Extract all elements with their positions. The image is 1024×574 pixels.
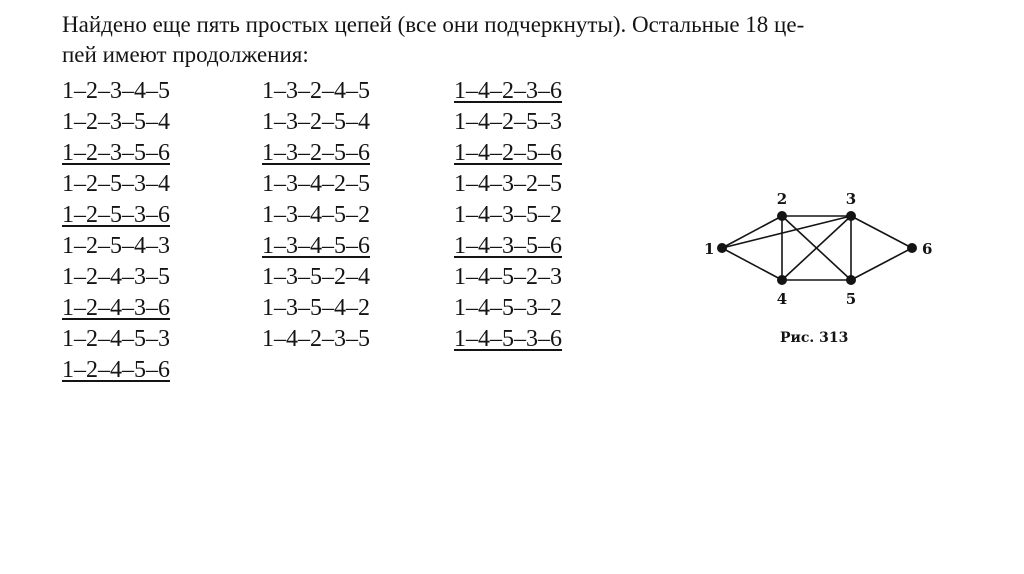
chain-item: 1–3–5–4–2 <box>262 295 370 321</box>
graph-node-label-5: 5 <box>845 290 857 308</box>
graph-node-label-3: 3 <box>845 190 857 208</box>
chain-item: 1–2–4–3–5 <box>62 264 170 290</box>
chain-item: 1–4–5–3–6 <box>454 326 562 352</box>
graph-node-1 <box>717 243 727 253</box>
graph-node-6 <box>907 243 917 253</box>
chain-item: 1–2–5–4–3 <box>62 233 170 259</box>
chain-item: 1–2–3–5–4 <box>62 109 170 135</box>
graph-edge-1-4 <box>722 248 782 280</box>
chain-item: 1–2–3–5–6 <box>62 140 170 166</box>
chain-item: 1–3–2–5–6 <box>262 140 370 166</box>
chain-item: 1–4–2–3–6 <box>454 78 562 104</box>
graph-figure <box>696 180 946 350</box>
chain-item: 1–4–5–3–2 <box>454 295 562 321</box>
chain-item: 1–3–5–2–4 <box>262 264 370 290</box>
graph-edge-5-6 <box>851 248 912 280</box>
chain-item: 1–3–4–2–5 <box>262 171 370 197</box>
chain-column-1 <box>62 76 170 386</box>
chain-item: 1–3–2–5–4 <box>262 109 370 135</box>
graph-node-label-2: 2 <box>776 190 788 208</box>
chain-item: 1–2–4–3–6 <box>62 295 170 321</box>
intro-line-1: Найдено еще пять простых цепей (все они подчеркнуты). Остальные 18 це- <box>62 12 805 37</box>
chain-item: 1–4–2–5–6 <box>454 140 562 166</box>
chain-column-3 <box>454 76 562 355</box>
intro-paragraph <box>62 10 982 70</box>
graph-node-4 <box>777 275 787 285</box>
chain-item: 1–4–3–2–5 <box>454 171 562 197</box>
graph-node-5 <box>846 275 856 285</box>
chain-item: 1–4–3–5–2 <box>454 202 562 228</box>
chain-item: 1–4–3–5–6 <box>454 233 562 259</box>
chain-item: 1–2–4–5–6 <box>62 357 170 383</box>
chain-item: 1–3–2–4–5 <box>262 78 370 104</box>
chain-item: 1–2–5–3–4 <box>62 171 170 197</box>
figure-caption: Рис. 313 <box>780 330 849 346</box>
chain-item: 1–4–2–5–3 <box>454 109 562 135</box>
graph-node-label-4: 4 <box>776 290 788 308</box>
intro-line-2: пей имеют продолжения: <box>62 42 309 67</box>
chain-item: 1–4–5–2–3 <box>454 264 562 290</box>
graph-node-2 <box>777 211 787 221</box>
chain-item: 1–2–4–5–3 <box>62 326 170 352</box>
graph-node-label-1: 1 <box>704 240 715 258</box>
graph-edge-3-6 <box>851 216 912 248</box>
chain-item: 1–3–4–5–2 <box>262 202 370 228</box>
graph-edges <box>722 216 912 280</box>
graph-node-3 <box>846 211 856 221</box>
graph-node-label-6: 6 <box>922 240 933 258</box>
chain-column-2 <box>262 76 370 355</box>
chain-item: 1–2–5–3–6 <box>62 202 170 228</box>
chain-item: 1–4–2–3–5 <box>262 326 370 352</box>
graph-edge-1-2 <box>722 216 782 248</box>
chain-item: 1–2–3–4–5 <box>62 78 170 104</box>
chain-item: 1–3–4–5–6 <box>262 233 370 259</box>
